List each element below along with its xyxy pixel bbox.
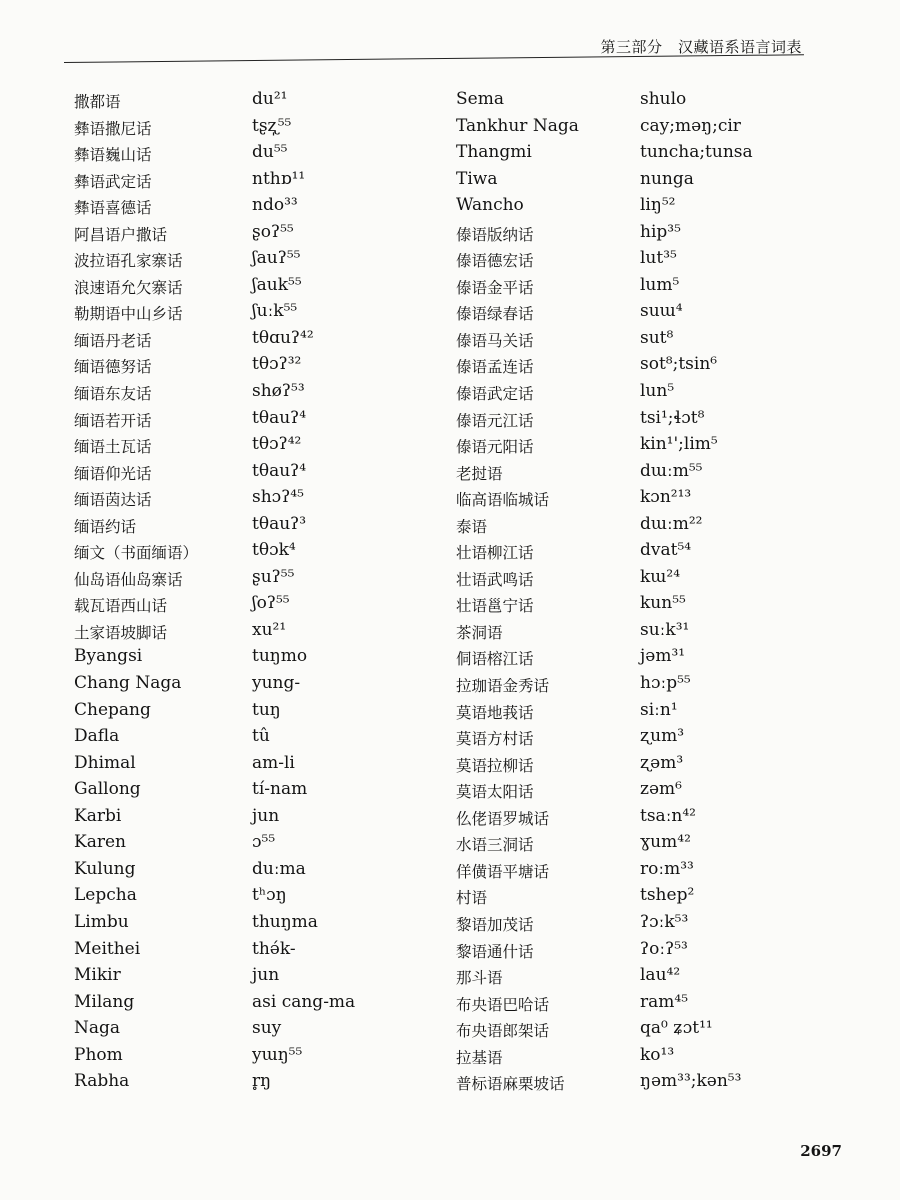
- language-name: 布央语巴哈话: [456, 995, 550, 1014]
- language-name: 黎语加茂话: [456, 915, 534, 934]
- language-name: Karbi: [74, 805, 122, 826]
- word-form: tθɔʔ⁴²: [252, 434, 302, 455]
- language-name: 莫语地莪话: [456, 703, 534, 722]
- language-name: 傣语武定话: [456, 385, 534, 404]
- word-form: ʂoʔ⁵⁵: [252, 221, 294, 242]
- table-row: [74, 113, 434, 140]
- language-name: 傣语马关话: [456, 331, 534, 350]
- language-name: 那斗语: [456, 969, 503, 988]
- word-form: lau⁴²: [640, 965, 681, 986]
- language-name: 缅语东友话: [74, 385, 152, 404]
- word-form: ko¹³: [640, 1044, 675, 1065]
- word-form: ʐum³: [640, 726, 685, 747]
- table-row: [74, 723, 434, 750]
- language-name: 侗语榕江话: [456, 650, 534, 669]
- table-row: [456, 617, 816, 644]
- word-form: roːm³³: [640, 858, 694, 879]
- word-form: dɯːm²²: [640, 513, 703, 534]
- table-row: [74, 484, 434, 511]
- table-row: [456, 537, 816, 564]
- left-column: [74, 86, 434, 1095]
- word-form: yung-: [252, 673, 301, 694]
- language-name: 缅语约话: [74, 517, 137, 536]
- language-name: 缅语茵达话: [74, 491, 152, 510]
- word-form: duːma: [252, 858, 306, 879]
- word-form: dvat⁵⁴: [640, 540, 692, 561]
- table-row: [456, 139, 816, 166]
- word-form: hip³⁵: [640, 221, 681, 242]
- language-name: 缅语若开话: [74, 411, 152, 430]
- table-row: [74, 882, 434, 909]
- table-row: [456, 962, 816, 989]
- page-number: 2697: [800, 1142, 842, 1160]
- language-name: 彝语撒尼话: [74, 119, 152, 138]
- table-row: [74, 829, 434, 856]
- language-name: 水语三洞话: [456, 836, 534, 855]
- table-row: [74, 139, 434, 166]
- language-name: Thangmi: [456, 142, 532, 163]
- table-row: [456, 86, 816, 113]
- table-row: [456, 856, 816, 883]
- word-form: tuŋ: [252, 699, 281, 720]
- word-form: ʃuːk⁵⁵: [252, 301, 298, 322]
- word-form: ʔɔːk⁵³: [640, 911, 689, 932]
- word-form: ʃoʔ⁵⁵: [252, 593, 290, 614]
- table-row: [456, 776, 816, 803]
- table-row: [456, 1068, 816, 1095]
- language-name: Tiwa: [456, 168, 498, 189]
- table-row: [74, 458, 434, 485]
- word-form: qa⁰ ʑɔt¹¹: [640, 1018, 713, 1039]
- language-name: Chang Naga: [74, 673, 182, 694]
- table-row: [74, 192, 434, 219]
- table-row: [456, 803, 816, 830]
- word-form: jun: [252, 805, 280, 826]
- language-name: Mikir: [74, 965, 121, 986]
- word-form: tθɔʔ³²: [252, 354, 302, 375]
- table-row: [74, 166, 434, 193]
- language-name: 村语: [456, 889, 488, 908]
- word-form: jəm³¹: [640, 646, 686, 667]
- word-form: liŋ⁵²: [640, 195, 676, 216]
- word-form: siːn¹: [640, 699, 678, 720]
- word-form: ndo³³: [252, 195, 298, 216]
- table-row: [456, 909, 816, 936]
- word-form: lun⁵: [640, 381, 675, 402]
- language-name: 壮语武鸣话: [456, 570, 534, 589]
- word-form: suɯ⁴: [640, 301, 683, 322]
- running-header: [0, 0, 900, 62]
- table-row: [456, 882, 816, 909]
- table-row: [456, 192, 816, 219]
- language-name: 傣语孟连话: [456, 358, 534, 377]
- language-name: 彝语喜德话: [74, 199, 152, 218]
- table-row: [456, 272, 816, 299]
- language-name: 佯僙语平塘话: [456, 862, 550, 881]
- language-name: 傣语绿春话: [456, 305, 534, 324]
- word-form: asi cang-ma: [252, 991, 356, 1012]
- table-row: [74, 511, 434, 538]
- word-form: tuŋmo: [252, 646, 308, 667]
- table-row: [74, 697, 434, 724]
- word-form: ʃauk⁵⁵: [252, 274, 302, 295]
- language-name: 傣语金平话: [456, 278, 534, 297]
- table-row: [456, 829, 816, 856]
- language-name: 缅语丹老话: [74, 331, 152, 350]
- word-form: nthɒ¹¹: [252, 168, 306, 189]
- language-name: 波拉语孔家寨话: [74, 252, 183, 271]
- language-name: 土家语坡脚话: [74, 623, 168, 642]
- word-form: ɔ⁵⁵: [252, 832, 276, 853]
- language-name: Lepcha: [74, 885, 137, 906]
- word-form: sot⁸;tsin⁶: [640, 354, 718, 375]
- word-form: ʐəm³: [640, 752, 684, 773]
- language-name: 仙岛语仙岛寨话: [74, 570, 183, 589]
- language-name: Kulung: [74, 858, 136, 879]
- table-row: [74, 431, 434, 458]
- language-name: Phom: [74, 1044, 123, 1065]
- table-row: [74, 1068, 434, 1095]
- word-form: du²¹: [252, 89, 288, 109]
- word-form: tθauʔ⁴: [252, 460, 307, 481]
- word-form: kɔn²¹³: [640, 487, 692, 508]
- language-name: Chepang: [74, 699, 151, 720]
- table-row: [74, 989, 434, 1016]
- language-name: 壮语柳江话: [456, 544, 534, 563]
- table-row: [456, 431, 816, 458]
- word-form: ʃauʔ⁵⁵: [252, 248, 301, 269]
- table-row: [74, 590, 434, 617]
- word-form: am-li: [252, 752, 295, 773]
- word-form: kin¹';lim⁵: [640, 434, 718, 455]
- table-row: [456, 564, 816, 591]
- language-name: 撒都语: [74, 93, 121, 111]
- language-name: Karen: [74, 832, 126, 853]
- table-row: [456, 1015, 816, 1042]
- table-row: [456, 325, 816, 352]
- table-row: [456, 378, 816, 405]
- word-form: r̥ŋ: [252, 1071, 272, 1092]
- right-column: [456, 86, 816, 1095]
- language-name: Meithei: [74, 938, 141, 959]
- language-name: 壮语邕宁话: [456, 597, 534, 616]
- table-row: [74, 617, 434, 644]
- language-name: 彝语武定话: [74, 172, 152, 191]
- table-row: [456, 989, 816, 1016]
- table-row: [456, 405, 816, 432]
- word-form: zəm⁶: [640, 779, 682, 800]
- word-form: cay;məŋ;cir: [640, 115, 741, 136]
- language-name: 缅语德努话: [74, 358, 152, 377]
- language-name: Limbu: [74, 911, 129, 932]
- table-row: [456, 1042, 816, 1069]
- language-name: 泰语: [456, 517, 488, 536]
- table-row: [456, 484, 816, 511]
- table-row: [74, 378, 434, 405]
- word-form: ŋəm³³;kən⁵³: [640, 1071, 742, 1092]
- table-row: [456, 670, 816, 697]
- table-row: [456, 750, 816, 777]
- word-form: tshep²: [640, 885, 695, 906]
- word-form: tsaːn⁴²: [640, 805, 696, 826]
- word-form: yɯŋ⁵⁵: [252, 1044, 303, 1065]
- word-form: tsi¹;ɬɔt⁸: [640, 407, 705, 428]
- word-form: suy: [252, 1018, 282, 1039]
- table-row: [74, 219, 434, 246]
- word-form: shøʔ⁵³: [252, 381, 305, 402]
- language-name: 缅语土瓦话: [74, 438, 152, 457]
- word-form: kun⁵⁵: [640, 593, 686, 614]
- language-name: Dhimal: [74, 752, 136, 773]
- table-row: [74, 351, 434, 378]
- language-name: 仫佬语罗城话: [456, 809, 550, 828]
- word-form: suːk³¹: [640, 619, 690, 640]
- word-form: tθɔk⁴: [252, 540, 296, 561]
- section-title: 第三部分 汉藏语系语言词表: [600, 38, 802, 56]
- table-row: [74, 272, 434, 299]
- table-row: [456, 723, 816, 750]
- word-form: ʂuʔ⁵⁵: [252, 566, 295, 587]
- language-name: 拉珈语金秀话: [456, 677, 550, 696]
- table-row: [74, 936, 434, 963]
- word-form: ram⁴⁵: [640, 991, 689, 1012]
- table-row: [74, 245, 434, 272]
- word-form: tθauʔ³: [252, 513, 307, 534]
- language-name: 老挝语: [456, 464, 503, 483]
- table-row: [456, 697, 816, 724]
- table-row: [74, 909, 434, 936]
- table-row: [74, 962, 434, 989]
- word-form: thə́k-: [252, 938, 296, 959]
- language-name: 傣语德宏话: [456, 252, 534, 271]
- header-rule: [64, 54, 804, 63]
- table-row: [456, 590, 816, 617]
- word-form: thuŋma: [252, 911, 318, 932]
- language-name: 普标语麻栗坡话: [456, 1075, 565, 1094]
- table-row: [456, 936, 816, 963]
- language-name: 傣语元阳话: [456, 438, 534, 457]
- language-name: Byangsi: [74, 646, 143, 667]
- language-name: Milang: [74, 991, 135, 1012]
- language-name: 阿昌语户撒话: [74, 225, 168, 244]
- table-row: [456, 458, 816, 485]
- table-row: [74, 298, 434, 325]
- word-form: lut³⁵: [640, 248, 677, 269]
- word-form: shɔʔ⁴⁵: [252, 487, 304, 508]
- word-form: tí-nam: [252, 779, 308, 800]
- table-row: [74, 564, 434, 591]
- word-form: tθauʔ⁴: [252, 407, 307, 428]
- language-name: Naga: [74, 1018, 121, 1039]
- word-form: sut⁸: [640, 327, 674, 348]
- table-row: [74, 1042, 434, 1069]
- table-row: [456, 298, 816, 325]
- table-row: [456, 351, 816, 378]
- table-row: [74, 856, 434, 883]
- table-row: [74, 405, 434, 432]
- table-row: [456, 643, 816, 670]
- word-form: jun: [252, 965, 280, 986]
- table-row: [456, 511, 816, 538]
- language-name: 缅文（书面缅语）: [74, 544, 199, 563]
- word-form: kɯ²⁴: [640, 566, 681, 587]
- language-name: Sema: [456, 89, 504, 109]
- table-row: [456, 219, 816, 246]
- word-form: tθɑuʔ⁴²: [252, 327, 314, 348]
- language-name: 莫语拉柳话: [456, 756, 534, 775]
- language-name: 载瓦语西山话: [74, 597, 168, 616]
- table-row: [74, 325, 434, 352]
- table-row: [456, 166, 816, 193]
- language-name: 莫语太阳话: [456, 783, 534, 802]
- word-form: dɯːm⁵⁵: [640, 460, 703, 481]
- table-row: [456, 113, 816, 140]
- language-name: 黎语通什话: [456, 942, 534, 961]
- word-form: tʂʐ̩⁵⁵: [252, 115, 292, 136]
- table-row: [74, 776, 434, 803]
- table-row: [74, 86, 434, 113]
- word-form: tʰɔŋ: [252, 885, 287, 906]
- table-row: [74, 643, 434, 670]
- language-name: 缅语仰光话: [74, 464, 152, 483]
- language-name: 浪速语允欠寨话: [74, 278, 183, 297]
- language-name: 傣语版纳话: [456, 225, 534, 244]
- language-name: 彝语巍山话: [74, 146, 152, 165]
- language-name: 勒期语中山乡话: [74, 305, 183, 324]
- language-name: Gallong: [74, 779, 141, 800]
- language-name: 莫语方村话: [456, 730, 534, 749]
- language-name: Rabha: [74, 1071, 130, 1092]
- word-form: tû: [252, 726, 270, 747]
- word-form: du⁵⁵: [252, 142, 288, 163]
- table-row: [456, 245, 816, 272]
- language-name: Wancho: [456, 195, 524, 216]
- table-row: [74, 670, 434, 697]
- word-form: nunga: [640, 168, 694, 189]
- table-row: [74, 537, 434, 564]
- language-name: 茶洞语: [456, 623, 503, 642]
- word-form: ɣum⁴²: [640, 832, 691, 853]
- table-row: [74, 803, 434, 830]
- word-form: hɔːp⁵⁵: [640, 673, 691, 694]
- word-form: xu²¹: [252, 619, 287, 640]
- table-row: [74, 750, 434, 777]
- word-form: tuncha;tunsa: [640, 142, 753, 163]
- word-form: lum⁵: [640, 274, 680, 295]
- language-name: 拉基语: [456, 1048, 503, 1067]
- word-form: shulo: [640, 89, 687, 109]
- language-name: 布央语郎架话: [456, 1022, 550, 1041]
- table-row: [74, 1015, 434, 1042]
- language-name: 临高语临城话: [456, 491, 550, 510]
- language-name: 傣语元江话: [456, 411, 534, 430]
- language-name: Dafla: [74, 726, 120, 747]
- word-form: ʔoːʔ⁵³: [640, 938, 688, 959]
- language-name: Tankhur Naga: [456, 115, 579, 136]
